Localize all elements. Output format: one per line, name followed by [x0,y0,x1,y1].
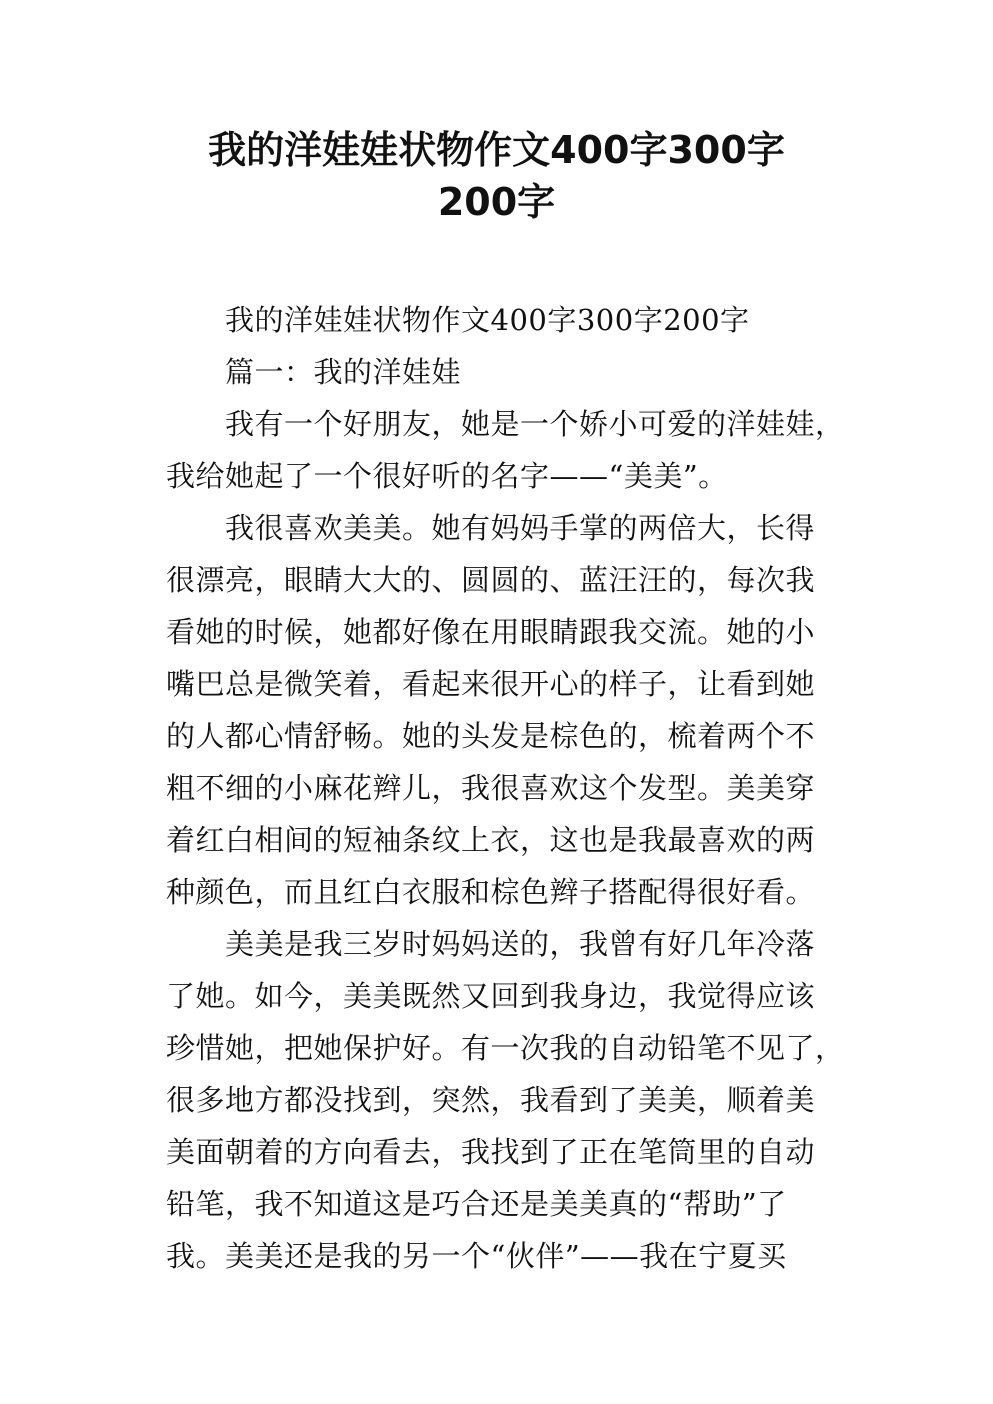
paragraph-line: 看她的时候，她都好像在用眼睛跟我交流。她的小 [166,615,816,649]
paragraph-line: 我很喜欢美美。她有妈妈手掌的两倍大，长得 [225,511,816,545]
body-heading: 我的洋娃娃状物作文400字300字200字 [225,303,750,337]
paragraph-line: 粗不细的小麻花辫儿，我很喜欢这个发型。美美穿 [166,771,816,805]
paragraph-line: 美美是我三岁时妈妈送的，我曾有好几年冷落 [225,927,816,961]
paragraph-line: 很多地方都没找到，突然，我看到了美美，顺着美 [166,1083,816,1117]
document-title-line-2: 200字 [437,180,556,224]
paragraph-line: 嘴巴总是微笑着，看起来很开心的样子，让看到她 [166,667,816,701]
paragraph-line: 铅笔，我不知道这是巧合还是美美真的“帮助”了 [166,1187,787,1221]
paragraph-line: 着红白相间的短袖条纹上衣，这也是我最喜欢的两 [166,823,816,857]
paragraph-line: 美面朝着的方向看去，我找到了正在笔筒里的自动 [166,1135,816,1169]
document-title-line-1: 我的洋娃娃状物作文400字300字 [208,128,785,172]
section-title: 篇一：我的洋娃娃 [225,355,462,389]
paragraph-line: 种颜色，而且红白衣服和棕色辫子搭配得很好看。 [166,875,816,909]
paragraph-line: 的人都心情舒畅。她的头发是棕色的，梳着两个不 [166,719,816,753]
paragraph-line: 我。美美还是我的另一个“伙伴”——我在宁夏买 [166,1239,787,1273]
paragraph-line: 我给她起了一个很好听的名字——“美美”。 [166,459,728,493]
paragraph-line: 很漂亮，眼睛大大的、圆圆的、蓝汪汪的，每次我 [166,563,816,597]
paragraph-line: 我有一个好朋友，她是一个娇小可爱的洋娃娃， [225,407,845,441]
paragraph-line: 了她。如今，美美既然又回到我身边，我觉得应该 [166,979,816,1013]
paragraph-line: 珍惜她，把她保护好。有一次我的自动铅笔不见了， [166,1031,845,1065]
